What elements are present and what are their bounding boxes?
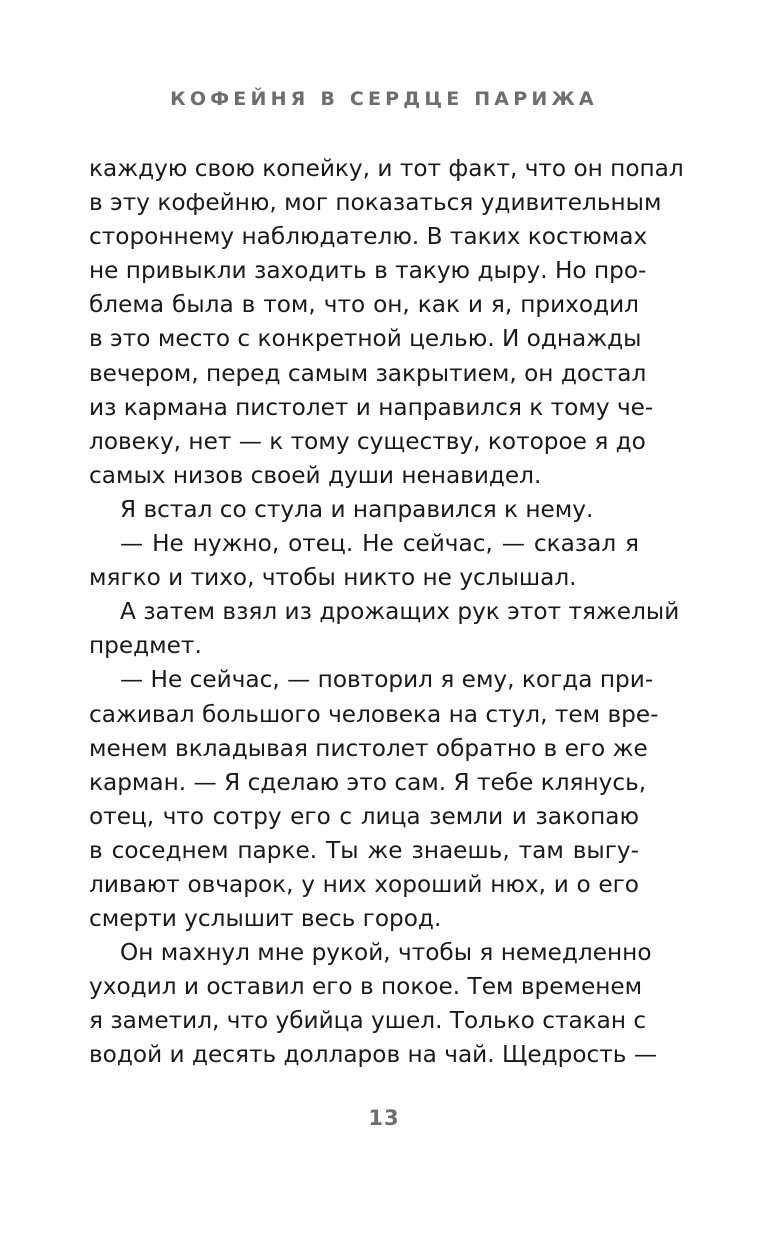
text-line: смерти услышит весь город. bbox=[89, 905, 442, 933]
text-line: в соседнем парке. Ты же знаешь, там выгу- bbox=[89, 836, 639, 864]
text-line: карман. — Я сделаю это сам. Я тебе клянусь, bbox=[89, 768, 647, 796]
text-line: из кармана пистолет и направился к тому че- bbox=[89, 393, 654, 421]
text-line: ловеку, нет — к тому существу, которое я до bbox=[89, 427, 646, 455]
running-title: КОФЕЙНЯ В СЕРДЦЕ ПАРИЖА bbox=[170, 88, 598, 110]
text-line: в это место с конкретной целью. И однажды bbox=[89, 325, 642, 353]
text-line: Я встал со стула и направился к нему. bbox=[120, 495, 594, 523]
text-line: вечером, перед самым закрытием, он достал bbox=[89, 359, 647, 387]
text-line: не привыкли заходить в такую дыру. Но про- bbox=[89, 257, 647, 285]
page-number: 13 bbox=[368, 1106, 400, 1130]
text-line: саживал большого человека на стул, тем вре- bbox=[89, 700, 659, 728]
text-line: мягко и тихо, чтобы никто не услышал. bbox=[89, 564, 577, 592]
text-line: — Не сейчас, — повторил я ему, когда при- bbox=[120, 666, 654, 694]
text-line: каждую свою копейку, и тот факт, что он попал bbox=[89, 155, 684, 182]
text-line: отец, что сотру его с лица земли и закопаю bbox=[89, 802, 639, 830]
text-line: водой и десять долларов на чай. Щедрость — bbox=[89, 1041, 658, 1069]
text-line: блема была в том, что он, как и я, приходил bbox=[89, 291, 639, 319]
body-text bbox=[89, 152, 684, 1073]
text-line: ливают овчарок, у них хороший нюх, и о его bbox=[89, 870, 639, 898]
text-line: в эту кофейню, мог показаться удивительным bbox=[89, 189, 662, 217]
text-line: уходил и оставил его в покое. Тем временем bbox=[89, 973, 643, 1001]
text-line: предмет. bbox=[89, 632, 202, 660]
text-line: Он махнул мне рукой, чтобы я немедленно bbox=[120, 939, 652, 967]
text-line: — Не нужно, отец. Не сейчас, — сказал я bbox=[120, 530, 639, 558]
text-line: я заметил, что убийца ушел. Только стакан с bbox=[89, 1007, 647, 1035]
text-line: менем вкладывая пистолет обратно в его же bbox=[89, 734, 648, 762]
text-line: А затем взял из дрожащих рук этот тяжелый bbox=[120, 598, 680, 626]
text-line: стороннему наблюдателю. В таких костюмах bbox=[89, 223, 648, 251]
text-line: самых низов своей души ненавидел. bbox=[89, 461, 542, 489]
